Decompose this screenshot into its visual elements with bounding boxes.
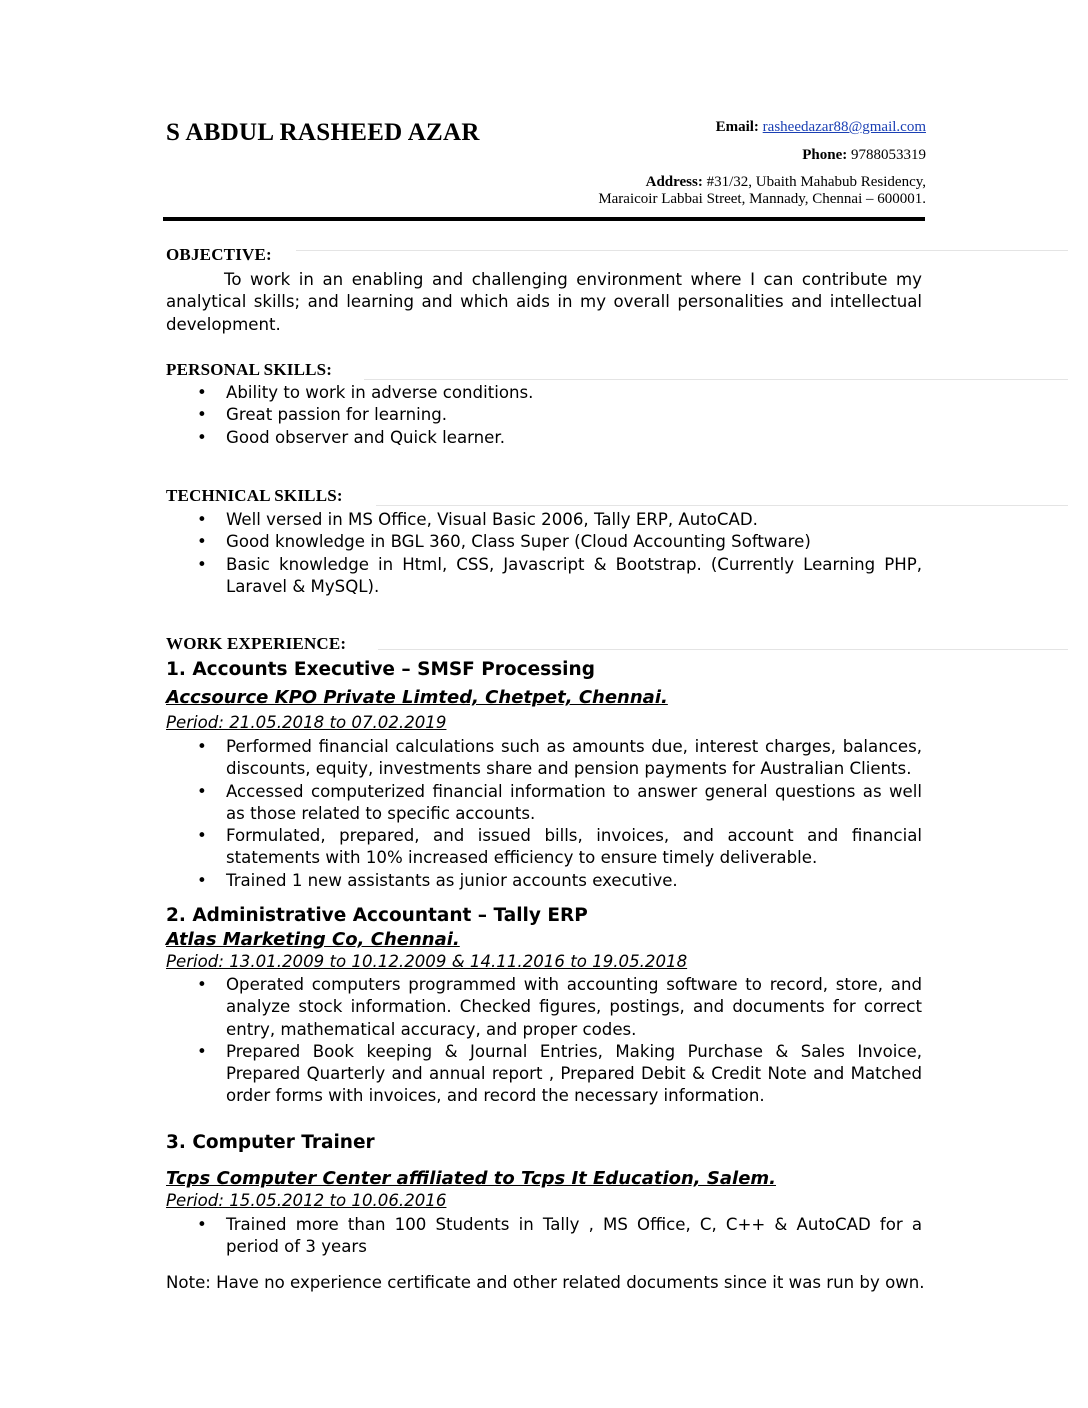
job-2-company: Atlas Marketing Co, Chennai.: [166, 929, 460, 950]
phone-line: [802, 147, 926, 164]
list-item: • Operated computers programmed with accounting software to record, store, and analyze stock information. Checked figures, postings, and documents for correct entry, mathematical accuracy, and proper codes.: [197, 975, 922, 1039]
address-block: [598, 174, 926, 208]
job-1-company: Accsource KPO Private Limted, Chetpet, Chennai.: [166, 687, 668, 708]
list-item: • Well versed in MS Office, Visual Basic 2006, Tally ERP, AutoCAD.: [197, 510, 758, 529]
job-1-duties: [166, 736, 922, 892]
list-item: • Trained 1 new assistants as junior accounts executive.: [197, 870, 678, 890]
personal-skills-guide-line: [364, 379, 1068, 380]
email-line: [716, 119, 926, 136]
personal-skills-list: [166, 382, 922, 449]
list-item: • Prepared Book keeping & Journal Entries, Making Purchase & Sales Invoice, Prepared Quarterly and annual report , Prepared Debit & Credit Note and Matched order forms with invoices, and record the necessary information.: [197, 1041, 922, 1106]
list-item: • Great passion for learning.: [197, 405, 448, 425]
list-item: • Ability to work in adverse conditions.: [197, 383, 534, 402]
list-item: • Formulated, prepared, and issued bills, invoices, and account and financial statements with 10% increased efficiency to ensure timely deliverable.: [197, 826, 922, 868]
address-line-2: Maraicoir Labbai Street, Mannady, Chennai – 600001.: [598, 191, 926, 207]
job-3-company: Tcps Computer Center affiliated to Tcps It Education, Salem.: [166, 1168, 776, 1189]
work-experience-heading: WORK EXPERIENCE:: [166, 634, 347, 653]
phone-label: Phone:: [802, 147, 848, 163]
personal-skills-heading: PERSONAL SKILLS:: [166, 360, 333, 379]
technical-skills-heading: TECHNICAL SKILLS:: [166, 486, 343, 505]
job-1-period: Period: 21.05.2018 to 07.02.2019: [166, 713, 447, 732]
list-item: • Good observer and Quick learner.: [197, 427, 505, 447]
job-1-title: 1. Accounts Executive – SMSF Processing: [166, 659, 595, 680]
experience-note: Note: Have no experience certificate and other related documents since it was run by own.: [166, 1273, 925, 1292]
candidate-name: S ABDUL RASHEED AZAR: [166, 119, 480, 146]
objective-text: [166, 269, 922, 336]
list-item: • Performed financial calculations such as amounts due, interest charges, balances, discounts, equity, investments share and pension payments for Australian Clients.: [197, 737, 922, 779]
job-3-title: 3. Computer Trainer: [166, 1132, 375, 1153]
address-label: Address:: [645, 174, 703, 190]
header-divider: [163, 217, 925, 221]
objective-body: To work in an enabling and challenging environment where I can contribute my analytical skills; and learning and which aids in my overall personalities and intellectual development.: [166, 270, 922, 334]
list-item: • Basic knowledge in Html, CSS, Javascript & Bootstrap. (Currently Learning PHP, Laravel & MySQL).: [197, 554, 922, 596]
address-line-1: #31/32, Ubaith Mahabub Residency,: [706, 174, 926, 190]
work-experience-guide-line: [378, 649, 1068, 650]
email-link[interactable]: rasheedazar88@gmail.com: [762, 119, 926, 135]
job-3-period: Period: 15.05.2012 to 10.06.2016: [166, 1191, 447, 1210]
email-label: Email:: [715, 119, 759, 135]
technical-skills-guide-line: [376, 505, 1068, 506]
list-item: • Trained more than 100 Students in Tally , MS Office, C, C++ & AutoCAD for a period of 3 years: [197, 1215, 922, 1257]
job-2-period: Period: 13.01.2009 to 10.12.2009 & 14.11.2016 to 19.05.2018: [166, 952, 688, 971]
job-3-duties: [166, 1214, 922, 1259]
list-item: • Accessed computerized financial information to answer general questions as well as those related to specific accounts.: [197, 781, 922, 823]
job-2-title: 2. Administrative Accountant – Tally ERP: [166, 905, 588, 926]
technical-skills-list: [166, 509, 922, 598]
objective-heading: OBJECTIVE:: [166, 245, 272, 264]
objective-guide-line: [296, 250, 1068, 251]
job-2-duties: [166, 974, 922, 1108]
list-item: • Good knowledge in BGL 360, Class Super (Cloud Accounting Software): [197, 532, 811, 552]
phone-value: 9788053319: [851, 147, 926, 163]
